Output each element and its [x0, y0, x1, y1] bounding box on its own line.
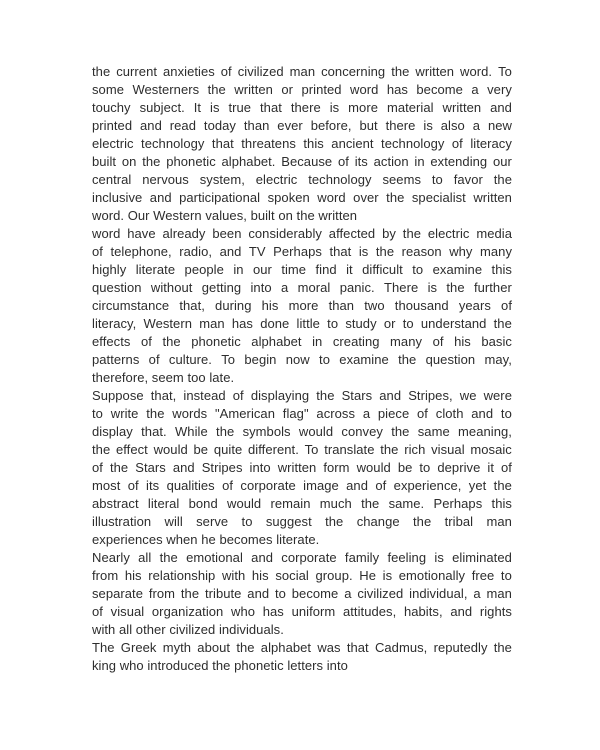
- text-line: abstract literal bond would remain much the same. Perhaps this: [92, 496, 512, 511]
- text-line: experiences when he becomes literate.: [92, 532, 320, 547]
- text-line: separate from the tribute and to become a civilized individual, a man: [92, 586, 512, 601]
- text-line: the current anxieties of civilized man concerning the written word. To: [92, 64, 512, 79]
- text-line: Nearly all the emotional and corporate family feeling is eliminated: [92, 550, 512, 565]
- text-line: king who introduced the phonetic letters into: [92, 658, 348, 673]
- text-line: word have already been considerably affected by the electric media: [92, 226, 512, 241]
- text-line: display that. While the symbols would convey the same meaning,: [92, 424, 512, 439]
- text-line: patterns of culture. To begin now to examine the question may,: [92, 352, 512, 367]
- text-line: touchy subject. It is true that there is more material written and: [92, 100, 512, 115]
- text-line: built on the phonetic alphabet. Because of its action in extending our: [92, 154, 512, 169]
- text-line: printed and read today than ever before, but there is also a new: [92, 118, 512, 133]
- text-line: highly literate people in our time find it difficult to examine this: [92, 262, 512, 277]
- text-line: The Greek myth about the alphabet was that Cadmus, reputedly the: [92, 640, 512, 655]
- text-line: illustration will serve to suggest the change the tribal man: [92, 514, 512, 529]
- text-line: word. Our Western values, built on the written: [92, 208, 358, 223]
- text-line: of visual organization who has uniform attitudes, habits, and rights: [92, 604, 512, 619]
- text-line: with all other civilized individuals.: [92, 622, 284, 637]
- text-line: effects of the phonetic alphabet in creating many of his basic: [92, 334, 512, 349]
- text-line: literacy, Western man has done little to study or to understand the: [92, 316, 512, 331]
- text-line: some Westerners the written or printed word has become a very: [92, 82, 512, 97]
- text-line: of telephone, radio, and TV Perhaps that is the reason why many: [92, 244, 512, 259]
- text-block: [92, 63, 512, 675]
- text-line: to write the words "American flag" across a piece of cloth and to: [92, 406, 512, 421]
- text-line: question without getting into a moral panic. There is the further: [92, 280, 512, 295]
- text-line: central nervous system, electric technology seems to favor the: [92, 172, 512, 187]
- text-line: electric technology that threatens this ancient technology of literacy: [92, 136, 512, 151]
- text-line: circumstance that, during his more than two thousand years of: [92, 298, 512, 313]
- text-line: from his relationship with his social group. He is emotionally free to: [92, 568, 512, 583]
- text-line: most of its qualities of corporate image and of experience, yet the: [92, 478, 512, 493]
- text-line: the effect would be quite different. To translate the rich visual mosaic: [92, 442, 512, 457]
- text-line: Suppose that, instead of displaying the Stars and Stripes, we were: [92, 388, 512, 403]
- text-line: therefore, seem too late.: [92, 370, 235, 385]
- text-line: inclusive and participational spoken word over the specialist written: [92, 190, 512, 205]
- text-line: of the Stars and Stripes into written form would be to deprive it of: [92, 460, 512, 475]
